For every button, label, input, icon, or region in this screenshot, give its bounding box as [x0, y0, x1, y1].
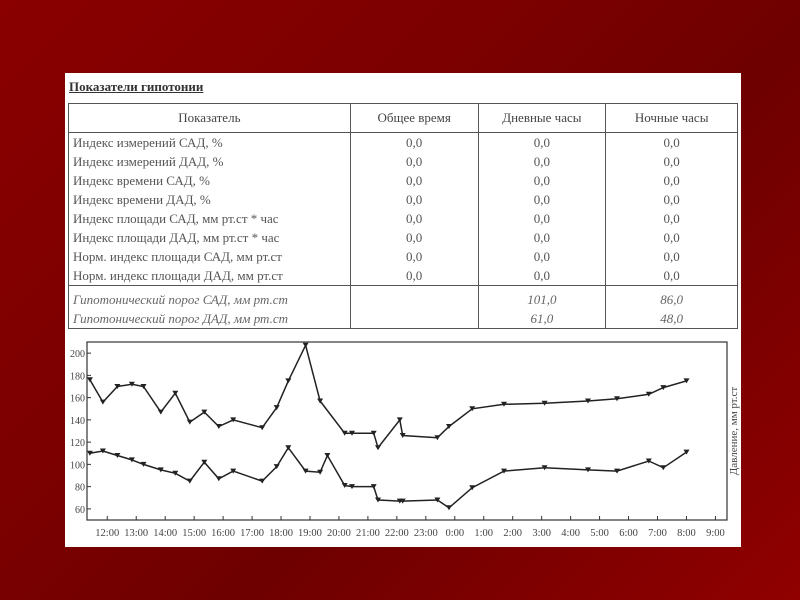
- threshold-night: 48,0: [606, 309, 738, 329]
- row-day: 0,0: [478, 133, 606, 153]
- table-row: [69, 133, 738, 153]
- row-day: 0,0: [478, 209, 606, 228]
- y-tick-label: 200: [70, 349, 85, 361]
- y-axis-ticks: [70, 349, 91, 516]
- data-point: [216, 424, 222, 429]
- table-row: [69, 152, 738, 171]
- x-tick-label: 21:00: [355, 528, 380, 539]
- x-tick-label: 20:00: [326, 528, 351, 539]
- x-tick-label: 6:00: [619, 528, 638, 539]
- row-night: 0,0: [606, 247, 738, 266]
- x-tick-label: 16:00: [211, 528, 236, 539]
- x-tick-label: 19:00: [298, 528, 322, 539]
- x-tick-label: 8:00: [677, 528, 696, 539]
- threshold-total: [350, 286, 478, 310]
- row-label: Индекс времени САД, %: [69, 171, 351, 190]
- x-tick-label: 17:00: [240, 528, 265, 539]
- row-total: 0,0: [350, 171, 478, 190]
- x-tick-label: 0:00: [445, 528, 465, 539]
- x-tick-label: 12:00: [95, 528, 120, 539]
- y-tick-label: 160: [70, 393, 85, 405]
- row-total: 0,0: [350, 190, 478, 209]
- y-tick-label: 80: [75, 482, 85, 494]
- row-label: Индекс измерений ДАД, %: [69, 152, 351, 171]
- threshold-day: 61,0: [478, 309, 606, 329]
- x-tick-label: 5:00: [590, 528, 609, 539]
- x-tick-label: 4:00: [561, 528, 580, 539]
- row-label: Норм. индекс площади САД, мм рт.ст: [69, 247, 351, 266]
- x-tick-label: 15:00: [182, 528, 207, 539]
- row-label: Индекс измерений САД, %: [69, 133, 351, 153]
- row-night: 0,0: [606, 171, 738, 190]
- table-row: [69, 266, 738, 286]
- x-tick-label: 1:00: [474, 528, 494, 539]
- threshold-night: 86,0: [606, 286, 738, 310]
- data-point: [187, 479, 193, 484]
- row-label: Норм. индекс площади ДАД, мм рт.ст: [69, 266, 351, 286]
- row-night: 0,0: [606, 266, 738, 286]
- row-night: 0,0: [606, 190, 738, 209]
- threshold-row: [69, 286, 738, 310]
- y-tick-label: 120: [70, 438, 85, 450]
- series-layer: [87, 343, 690, 511]
- x-tick-label: 9:00: [706, 528, 725, 539]
- header-indicator: Показатель: [69, 104, 351, 133]
- row-total: 0,0: [350, 209, 478, 228]
- data-point: [375, 445, 381, 450]
- row-total: 0,0: [350, 266, 478, 286]
- row-night: 0,0: [606, 152, 738, 171]
- row-total: 0,0: [350, 133, 478, 153]
- row-label: Индекс времени ДАД, %: [69, 190, 351, 209]
- header-day: Дневные часы: [478, 104, 606, 133]
- x-tick-label: 23:00: [413, 528, 438, 539]
- table-row: [69, 209, 738, 228]
- y-axis-label: Давление, мм рт.ст: [728, 386, 740, 476]
- threshold-day: 101,0: [478, 286, 606, 310]
- y-tick-label: 140: [70, 415, 85, 427]
- x-tick-label: 14:00: [153, 528, 178, 539]
- y-tick-label: 60: [75, 504, 85, 516]
- bp-chart: [65, 339, 741, 547]
- row-day: 0,0: [478, 228, 606, 247]
- row-day: 0,0: [478, 152, 606, 171]
- row-total: 0,0: [350, 228, 478, 247]
- plot-frame: [87, 342, 727, 520]
- threshold-total: [350, 309, 478, 329]
- x-tick-label: 18:00: [269, 528, 293, 539]
- threshold-label: Гипотонический порог ДАД, мм рт.ст: [69, 309, 351, 329]
- data-point: [324, 453, 330, 458]
- data-point: [87, 377, 93, 382]
- data-point: [158, 410, 164, 415]
- row-night: 0,0: [606, 228, 738, 247]
- row-day: 0,0: [478, 266, 606, 286]
- report-title: Показатели гипотонии: [69, 79, 204, 94]
- row-day: 0,0: [478, 190, 606, 209]
- y-tick-label: 100: [70, 460, 85, 472]
- row-total: 0,0: [350, 152, 478, 171]
- x-tick-label: 7:00: [648, 528, 667, 539]
- x-tick-label: 3:00: [532, 528, 551, 539]
- table-row: [69, 190, 738, 209]
- report-sheet: [65, 73, 741, 547]
- table-row: [69, 228, 738, 247]
- row-label: Индекс площади САД, мм рт.ст * час: [69, 209, 351, 228]
- series-line-sad: [90, 345, 687, 447]
- x-tick-label: 2:00: [503, 528, 523, 539]
- threshold-row: [69, 309, 738, 329]
- series-line-dad: [90, 448, 687, 508]
- bp-chart-svg: [65, 339, 741, 547]
- row-day: 0,0: [478, 247, 606, 266]
- x-tick-label: 13:00: [124, 528, 149, 539]
- row-total: 0,0: [350, 247, 478, 266]
- row-night: 0,0: [606, 209, 738, 228]
- data-point: [285, 378, 291, 383]
- table-row: [69, 247, 738, 266]
- data-point: [187, 420, 193, 425]
- data-point: [303, 343, 309, 348]
- threshold-label: Гипотонический порог САД, мм рт.ст: [69, 286, 351, 310]
- table-row: [69, 171, 738, 190]
- y-tick-label: 180: [70, 371, 85, 383]
- x-tick-label: 22:00: [384, 528, 409, 539]
- row-label: Индекс площади ДАД, мм рт.ст * час: [69, 228, 351, 247]
- table-header-row: [69, 104, 738, 133]
- data-point: [100, 400, 106, 405]
- data-point: [660, 465, 666, 470]
- hypotension-table: [68, 103, 738, 329]
- row-day: 0,0: [478, 171, 606, 190]
- header-night: Ночные часы: [606, 104, 738, 133]
- data-point: [446, 505, 452, 510]
- header-total: Общее время: [350, 104, 478, 133]
- data-point: [216, 476, 222, 481]
- row-night: 0,0: [606, 133, 738, 153]
